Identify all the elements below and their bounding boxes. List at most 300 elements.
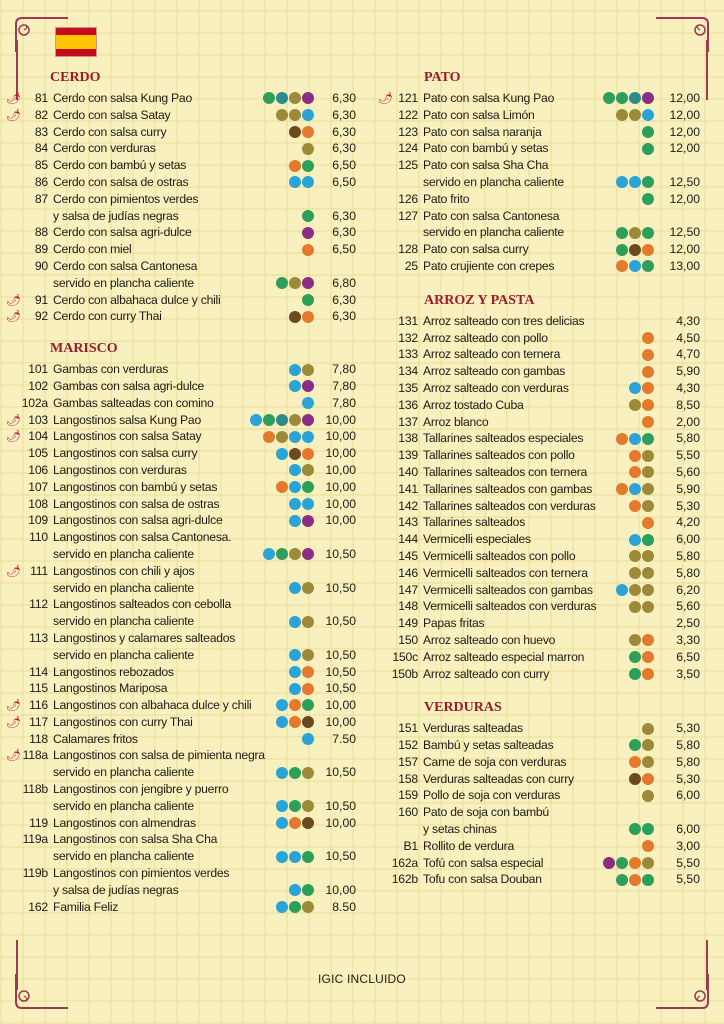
menu-item[interactable] — [378, 615, 700, 632]
menu-item[interactable] — [378, 107, 700, 124]
allergen-icon — [276, 851, 288, 863]
item-name-line: Gambas con verduras — [53, 362, 169, 377]
menu-item[interactable] — [6, 308, 356, 325]
item-name-line: Tallarines salteados especiales — [423, 431, 584, 446]
allergen-icon — [263, 548, 275, 560]
item-number: 109 — [28, 513, 48, 528]
item-number: 150b — [391, 666, 418, 681]
allergen-icons — [629, 771, 654, 788]
menu-item[interactable] — [378, 531, 700, 548]
item-name-line: Tallarines salteados con gambas — [423, 481, 593, 496]
allergen-icon — [629, 874, 641, 886]
allergen-icon — [276, 716, 288, 728]
item-price: 10,50 — [325, 580, 356, 595]
menu-item[interactable] — [6, 462, 356, 479]
item-price: 4,70 — [676, 347, 700, 362]
allergen-icon — [276, 699, 288, 711]
section-title: ARROZ Y PASTA — [424, 292, 535, 308]
item-name-line: Pato con salsa Cantonesa — [423, 208, 560, 223]
allergen-icon — [302, 582, 314, 594]
allergen-icon — [289, 616, 301, 628]
item-price: 6,00 — [676, 822, 700, 837]
allergen-icon — [642, 109, 654, 121]
allergen-icon — [616, 584, 628, 596]
allergen-icon — [603, 857, 615, 869]
menu-item[interactable] — [6, 496, 356, 513]
item-name-line: Verduras salteadas — [423, 721, 523, 736]
allergen-icon — [629, 739, 641, 751]
item-name-line: Arroz salteado con pollo — [423, 330, 548, 345]
allergen-icons — [616, 107, 654, 124]
allergen-icon — [302, 311, 314, 323]
menu-item[interactable] — [378, 313, 700, 330]
item-price: 5,80 — [676, 565, 700, 580]
allergen-icon — [642, 450, 654, 462]
item-number: 134 — [398, 364, 418, 379]
allergen-icon — [629, 433, 641, 445]
item-name-block — [423, 754, 629, 771]
item-price: 6,50 — [332, 174, 356, 189]
allergen-icon — [642, 260, 654, 272]
item-price: 3,00 — [676, 838, 700, 853]
menu-item[interactable] — [6, 815, 356, 832]
allergen-icon — [289, 109, 301, 121]
item-name-line: Gambas salteadas con comino — [53, 395, 214, 410]
item-name-line: servido en plancha caliente — [423, 225, 564, 240]
menu-item[interactable] — [378, 838, 700, 855]
menu-item[interactable] — [6, 445, 356, 462]
item-number: 139 — [398, 448, 418, 463]
menu-item[interactable] — [378, 771, 700, 788]
item-name-block — [423, 157, 616, 191]
menu-item[interactable] — [378, 649, 700, 666]
menu-item[interactable] — [378, 871, 700, 888]
item-name-block — [53, 90, 263, 107]
item-name-line: Cerdo con salsa Cantonesa — [53, 258, 198, 273]
allergen-icons — [629, 447, 654, 464]
item-number: 113 — [29, 630, 48, 645]
menu-item[interactable] — [6, 378, 356, 395]
item-name-block — [53, 479, 276, 496]
allergen-icon — [289, 498, 301, 510]
item-name-block — [53, 747, 276, 781]
item-name-block — [53, 496, 289, 513]
allergen-icon — [642, 773, 654, 785]
menu-item[interactable] — [6, 241, 356, 258]
menu-item[interactable] — [6, 596, 356, 630]
item-name-block — [423, 397, 629, 414]
menu-item[interactable] — [6, 697, 356, 714]
menu-item[interactable] — [378, 514, 700, 531]
allergen-icon — [642, 500, 654, 512]
allergen-icons — [289, 512, 314, 529]
item-number: 162 — [28, 899, 48, 914]
item-name-block — [423, 771, 629, 788]
item-price: 10,00 — [325, 513, 356, 528]
item-name-block — [53, 395, 302, 412]
item-name-block — [423, 430, 616, 447]
allergen-icons — [289, 882, 314, 899]
item-name-block — [423, 615, 654, 632]
menu-item[interactable] — [6, 157, 356, 174]
allergen-icon — [276, 277, 288, 289]
menu-item[interactable] — [6, 124, 356, 141]
menu-item[interactable] — [6, 90, 356, 107]
allergen-icon — [642, 466, 654, 478]
allergen-icon — [629, 534, 641, 546]
item-name-block — [423, 124, 642, 141]
item-name-line: Langostinos con salsa Sha Cha — [53, 832, 218, 847]
item-price: 6,30 — [332, 124, 356, 139]
allergen-icon — [629, 176, 641, 188]
menu-item[interactable] — [6, 191, 356, 225]
item-number: 90 — [34, 258, 48, 273]
item-number: 141 — [398, 481, 418, 496]
item-price: 10,00 — [325, 882, 356, 897]
allergen-icons — [629, 649, 654, 666]
item-name-block — [423, 565, 629, 582]
menu-item[interactable] — [6, 747, 356, 781]
item-name-block — [53, 529, 263, 563]
allergen-icon — [302, 515, 314, 527]
item-name-block — [423, 191, 642, 208]
menu-item[interactable] — [6, 731, 356, 748]
menu-item[interactable] — [6, 781, 356, 815]
menu-item[interactable] — [6, 563, 356, 597]
allergen-icon — [642, 668, 654, 680]
menu-item[interactable] — [6, 630, 356, 664]
allergen-icon — [642, 584, 654, 596]
item-name-line: Langostinos con albahaca dulce y chili — [53, 698, 252, 713]
menu-item[interactable] — [378, 397, 700, 414]
item-name-line: y salsa de judías negras — [53, 208, 179, 223]
item-number: 158 — [398, 771, 418, 786]
item-name-block — [53, 445, 276, 462]
allergen-icons — [276, 899, 314, 916]
item-name-line: Gambas con salsa agri-dulce — [53, 378, 205, 393]
menu-item[interactable] — [378, 157, 700, 191]
allergen-icon — [289, 448, 301, 460]
chili-pepper-icon: 🌶 — [6, 412, 22, 427]
item-number: B1 — [403, 838, 418, 853]
allergen-icons — [616, 582, 654, 599]
allergen-icons — [302, 241, 314, 258]
allergen-icon — [616, 227, 628, 239]
item-name-line: servido en plancha caliente — [53, 546, 194, 561]
section-title: VERDURAS — [424, 700, 502, 716]
allergen-icon — [642, 193, 654, 205]
item-name-block — [53, 191, 302, 225]
item-number: 143 — [398, 515, 418, 530]
item-price: 10,00 — [325, 698, 356, 713]
menu-item[interactable] — [378, 666, 700, 683]
allergen-icons — [629, 754, 654, 771]
allergen-icon — [642, 92, 654, 104]
allergen-icon — [629, 756, 641, 768]
allergen-icon — [289, 277, 301, 289]
item-price: 10,50 — [325, 664, 356, 679]
allergen-icons — [629, 821, 654, 838]
item-name-line: servido en plancha caliente — [53, 798, 194, 813]
item-name-block — [53, 899, 276, 916]
allergen-icon — [629, 584, 641, 596]
spain-flag-icon[interactable] — [55, 27, 97, 57]
allergen-icon — [276, 800, 288, 812]
allergen-icon — [629, 450, 641, 462]
allergen-icon — [642, 244, 654, 256]
menu-item[interactable] — [378, 208, 700, 242]
item-name-block — [423, 498, 629, 515]
allergen-icons — [642, 140, 654, 157]
menu-item[interactable] — [378, 447, 700, 464]
item-number: 112 — [29, 597, 48, 612]
item-name-block — [423, 330, 642, 347]
item-number: 132 — [398, 330, 418, 345]
allergen-icon — [616, 92, 628, 104]
allergen-icon — [276, 414, 288, 426]
item-number: 102 — [28, 378, 48, 393]
menu-item[interactable] — [378, 720, 700, 737]
allergen-icon — [642, 332, 654, 344]
item-name-line: Cerdo con salsa de ostras — [53, 174, 189, 189]
item-name-line: Arroz salteado con verduras — [423, 380, 569, 395]
menu-item[interactable] — [378, 191, 700, 208]
item-price: 2,50 — [676, 616, 700, 631]
item-name-block — [53, 865, 289, 899]
allergen-icon — [302, 666, 314, 678]
allergen-icons — [276, 275, 314, 292]
allergen-icon — [629, 823, 641, 835]
allergen-icons — [302, 292, 314, 309]
allergen-icons — [276, 714, 314, 731]
item-name-block — [423, 258, 616, 275]
menu-item[interactable] — [6, 512, 356, 529]
allergen-icon — [616, 857, 628, 869]
menu-item[interactable] — [378, 330, 700, 347]
item-name-line: Carne de soja con verduras — [423, 754, 567, 769]
item-name-line: Arroz salteado con curry — [423, 666, 550, 681]
allergen-icon — [642, 227, 654, 239]
chili-pepper-icon: 🌶 — [6, 309, 22, 324]
allergen-icon — [642, 534, 654, 546]
menu-item[interactable] — [6, 224, 356, 241]
menu-item[interactable] — [378, 363, 700, 380]
menu-item[interactable] — [6, 865, 356, 899]
item-price: 6,30 — [332, 309, 356, 324]
allergen-icon — [629, 651, 641, 663]
allergen-icon — [603, 92, 615, 104]
allergen-icon — [616, 433, 628, 445]
menu-item[interactable] — [378, 582, 700, 599]
item-name-line: Cerdo con miel — [53, 242, 132, 257]
item-name-line: Langostinos con bambú y setas — [53, 479, 218, 494]
menu-item[interactable] — [6, 140, 356, 157]
item-name-line: Vermicelli salteados con gambas — [423, 582, 593, 597]
corner-ornament-top-right-icon — [650, 14, 714, 54]
menu-item[interactable] — [6, 680, 356, 697]
item-name-line: Pato de soja con bambú — [423, 805, 549, 820]
item-number: 150c — [392, 649, 418, 664]
allergen-icons — [289, 496, 314, 513]
item-name-block — [423, 804, 629, 838]
menu-item[interactable] — [378, 414, 700, 431]
item-name-block — [423, 855, 603, 872]
item-price: 5,80 — [676, 754, 700, 769]
allergen-icon — [629, 773, 641, 785]
allergen-icon — [289, 380, 301, 392]
menu-item[interactable] — [378, 548, 700, 565]
item-number: 142 — [398, 498, 418, 513]
item-name-line: Vermicelli salteados con verduras — [423, 599, 597, 614]
menu-item[interactable] — [6, 664, 356, 681]
item-name-line: y salsa de judías negras — [53, 882, 179, 897]
item-price: 5,80 — [676, 548, 700, 563]
item-number: 102a — [21, 395, 48, 410]
item-number: 88 — [34, 225, 48, 240]
item-name-line: Arroz tostado Cuba — [423, 397, 524, 412]
item-name-line: Tofu con salsa Douban — [423, 872, 542, 887]
item-price: 10,00 — [325, 479, 356, 494]
item-price: 6,50 — [332, 158, 356, 173]
menu-item[interactable] — [6, 479, 356, 496]
item-price: 8.50 — [332, 899, 356, 914]
menu-item[interactable] — [378, 855, 700, 872]
allergen-icon — [289, 160, 301, 172]
menu-item[interactable] — [378, 787, 700, 804]
item-name-line: Langostinos con salsa agri-dulce — [53, 513, 223, 528]
allergen-icon — [289, 699, 301, 711]
item-number: 136 — [398, 397, 418, 412]
menu-item[interactable] — [378, 258, 700, 275]
item-price: 7,80 — [332, 395, 356, 410]
item-name-block — [423, 414, 642, 431]
item-name-line: Familia Feliz — [53, 899, 119, 914]
item-price: 4,50 — [676, 330, 700, 345]
allergen-icon — [616, 874, 628, 886]
allergen-icon — [289, 548, 301, 560]
allergen-icon — [302, 364, 314, 376]
item-price: 5,30 — [676, 721, 700, 736]
menu-item[interactable] — [6, 258, 356, 292]
item-price: 5,90 — [676, 481, 700, 496]
menu-item[interactable] — [378, 498, 700, 515]
item-number: 118a — [22, 748, 48, 763]
menu-item[interactable] — [378, 565, 700, 582]
menu-item[interactable] — [378, 430, 700, 447]
allergen-icon — [302, 767, 314, 779]
allergen-icons — [289, 308, 314, 325]
item-name-line: Cerdo con verduras — [53, 141, 156, 156]
menu-item[interactable] — [6, 292, 356, 309]
menu-item[interactable] — [378, 464, 700, 481]
allergen-icons — [629, 565, 654, 582]
item-name-line: Cerdo con bambú y setas — [53, 158, 187, 173]
menu-item[interactable] — [6, 428, 356, 445]
item-name-line: Bambú y setas salteadas — [423, 738, 554, 753]
allergen-icon — [629, 109, 641, 121]
menu-item[interactable] — [378, 804, 700, 838]
item-name-line: Langostinos y calamares salteados — [53, 630, 236, 645]
item-number: 140 — [398, 464, 418, 479]
menu-item[interactable] — [6, 361, 356, 378]
allergen-icon — [276, 92, 288, 104]
item-number: 116 — [29, 698, 48, 713]
allergen-icon — [302, 498, 314, 510]
allergen-icon — [302, 817, 314, 829]
allergen-icon — [302, 448, 314, 460]
menu-item[interactable] — [378, 241, 700, 258]
item-name-line: Langostinos con salsa de pimienta negra — [53, 748, 265, 763]
item-name-line: Arroz salteado con gambas — [423, 364, 566, 379]
allergen-icon — [302, 227, 314, 239]
allergen-icons — [263, 90, 314, 107]
allergen-icons — [289, 462, 314, 479]
item-name-line: Arroz blanco — [423, 414, 489, 429]
menu-item[interactable] — [6, 529, 356, 563]
menu-item[interactable] — [378, 346, 700, 363]
item-name-line: Tallarines salteados con ternera — [423, 464, 588, 479]
item-price: 6,20 — [676, 582, 700, 597]
item-number: 147 — [398, 582, 418, 597]
item-price: 12,50 — [669, 174, 700, 189]
menu-item[interactable] — [378, 598, 700, 615]
item-name-line: servido en plancha caliente — [423, 174, 564, 189]
item-name-line: servido en plancha caliente — [53, 849, 194, 864]
allergen-icon — [629, 260, 641, 272]
allergen-icon — [302, 294, 314, 306]
item-name-block — [423, 140, 642, 157]
menu-item[interactable] — [378, 754, 700, 771]
menu-item[interactable] — [378, 632, 700, 649]
item-number: 84 — [34, 141, 48, 156]
allergen-icons — [629, 598, 654, 615]
menu-item[interactable] — [378, 90, 700, 107]
allergen-icons — [289, 580, 314, 597]
item-price: 10,00 — [325, 714, 356, 729]
menu-item[interactable] — [6, 714, 356, 731]
menu-item[interactable] — [378, 124, 700, 141]
menu-item[interactable] — [6, 899, 356, 916]
allergen-icon — [289, 364, 301, 376]
item-number: 138 — [398, 431, 418, 446]
menu-item[interactable] — [6, 107, 356, 124]
item-number: 123 — [398, 124, 418, 139]
menu-item[interactable] — [6, 831, 356, 865]
allergen-icon — [302, 464, 314, 476]
item-number: 127 — [398, 208, 418, 223]
allergen-icons — [276, 815, 314, 832]
item-name-block — [53, 292, 302, 309]
menu-item[interactable] — [6, 174, 356, 191]
item-price: 13,00 — [669, 258, 700, 273]
item-name-block — [423, 632, 629, 649]
item-number: 150 — [398, 632, 418, 647]
item-name-block — [53, 107, 276, 124]
item-name-line: Cerdo con salsa agri-dulce — [53, 225, 192, 240]
item-price: 6,30 — [332, 107, 356, 122]
menu-item[interactable] — [378, 140, 700, 157]
menu-item[interactable] — [378, 380, 700, 397]
item-number: 118 — [29, 731, 48, 746]
menu-item[interactable] — [6, 412, 356, 429]
menu-item[interactable] — [378, 481, 700, 498]
menu-item[interactable] — [6, 395, 356, 412]
menu-item[interactable] — [378, 737, 700, 754]
item-name-line: Cerdo con albahaca dulce y chili — [53, 292, 221, 307]
chili-pepper-icon: 🌶 — [6, 107, 22, 122]
item-name-block — [53, 630, 289, 664]
item-number: 159 — [398, 788, 418, 803]
